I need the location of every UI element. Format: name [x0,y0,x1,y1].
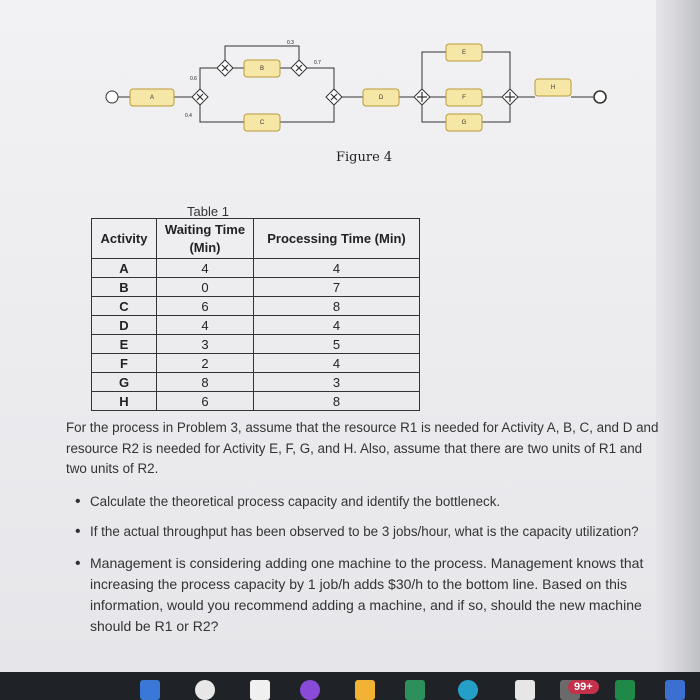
activity-A [130,89,174,106]
activity-G [446,114,482,131]
svg-text:A: A [149,95,155,101]
activity-cell: D [92,316,157,335]
table-title: Table 1 [187,204,229,219]
probability-label: 0.4 [185,113,192,119]
activity-H [535,79,571,96]
waiting-time-cell: 6 [157,297,254,316]
data-table [91,218,420,411]
app-icon[interactable] [665,680,685,700]
activity-cell: E [92,335,157,354]
app-icon[interactable] [615,680,635,700]
processing-time-cell: 4 [254,259,420,278]
table-row [92,316,420,335]
waiting-time-cell: 2 [157,354,254,373]
activity-D [363,89,399,106]
svg-text:F: F [462,95,466,101]
waiting-time-cell: 4 [157,316,254,335]
probability-label: 0.3 [287,40,294,46]
table-row [92,259,420,278]
processing-time-cell: 5 [254,335,420,354]
activity-cell: A [92,259,157,278]
processing-time-cell: 8 [254,392,420,411]
figure-caption: Figure 4 [336,150,393,165]
activity-C [244,114,280,131]
table-row [92,297,420,316]
question-item [70,492,666,513]
activity-B [244,60,280,77]
question-item [70,522,666,543]
activity-cell: G [92,373,157,392]
app-icon[interactable] [515,680,535,700]
waiting-time-cell: 8 [157,373,254,392]
svg-text:C: C [259,120,265,126]
activity-cell: C [92,297,157,316]
start-event-icon [106,91,118,103]
processing-time-cell: 7 [254,278,420,297]
bullet-icon: • [75,523,81,540]
bullet-icon: • [75,492,81,510]
table-row [92,335,420,354]
question-item [70,553,666,637]
column-header: Waiting Time (Min) [157,219,254,259]
svg-text:D: D [378,95,384,101]
app-icon[interactable] [355,680,375,700]
notification-badge: 99+ [568,680,599,694]
xor-gateway-icon [326,89,342,105]
table-row [92,373,420,392]
activity-E [446,44,482,61]
table-row [92,392,420,411]
question-text: If the actual throughput has been observed to be 3 jobs/hour, what is the capacity utilization? [90,524,639,539]
app-icon[interactable] [140,680,160,700]
app-icon[interactable] [250,680,270,700]
processing-time-cell: 4 [254,316,420,335]
and-gateway-icon [502,89,518,105]
question-text: Management is considering adding one machine to the process. Management knows that increasing the process capacity by 1 job/h adds $30/h to the bottom line. Based on this information, would you recommend adding a machine, and if so, should the new machine should be R1 or R2? [90,554,644,634]
table-row [92,278,420,297]
problem-text-block [66,418,666,637]
xor-gateway-icon [192,89,208,105]
column-header: Activity [92,219,157,259]
activity-F [446,89,482,106]
probability-label: 0.7 [314,60,321,66]
svg-text:H: H [550,85,556,91]
problem-statement: For the process in Problem 3, assume that the resource R1 is needed for Activity A, B, C, and D and resource R2 is needed for Activity E, F, G, and H. Also, assume that there are two units of R1 and two units of R2. [66,420,659,476]
waiting-time-cell: 4 [157,259,254,278]
end-event-icon [594,91,606,103]
processing-time-cell: 4 [254,354,420,373]
table-header-row [92,219,420,259]
activity-cell: B [92,278,157,297]
waiting-time-cell: 6 [157,392,254,411]
activity-cell: F [92,354,157,373]
app-icon[interactable] [405,680,425,700]
waiting-time-cell: 0 [157,278,254,297]
svg-text:G: G [461,120,467,126]
waiting-time-cell: 3 [157,335,254,354]
svg-text:B: B [259,66,265,72]
table-row [92,354,420,373]
app-icon[interactable] [195,680,215,700]
probability-label: 0.6 [190,76,197,82]
app-icon[interactable] [458,680,478,700]
processing-time-cell: 3 [254,373,420,392]
process-flow-diagram [0,0,700,170]
svg-text:E: E [461,50,467,56]
processing-time-cell: 8 [254,297,420,316]
column-header: Processing Time (Min) [254,219,420,259]
xor-gateway-icon [217,60,233,76]
activity-cell: H [92,392,157,411]
xor-gateway-icon [291,60,307,76]
question-text: Calculate the theoretical process capacity and identify the bottleneck. [90,493,501,509]
and-gateway-icon [414,89,430,105]
bullet-icon: • [75,554,81,572]
app-icon[interactable] [300,680,320,700]
